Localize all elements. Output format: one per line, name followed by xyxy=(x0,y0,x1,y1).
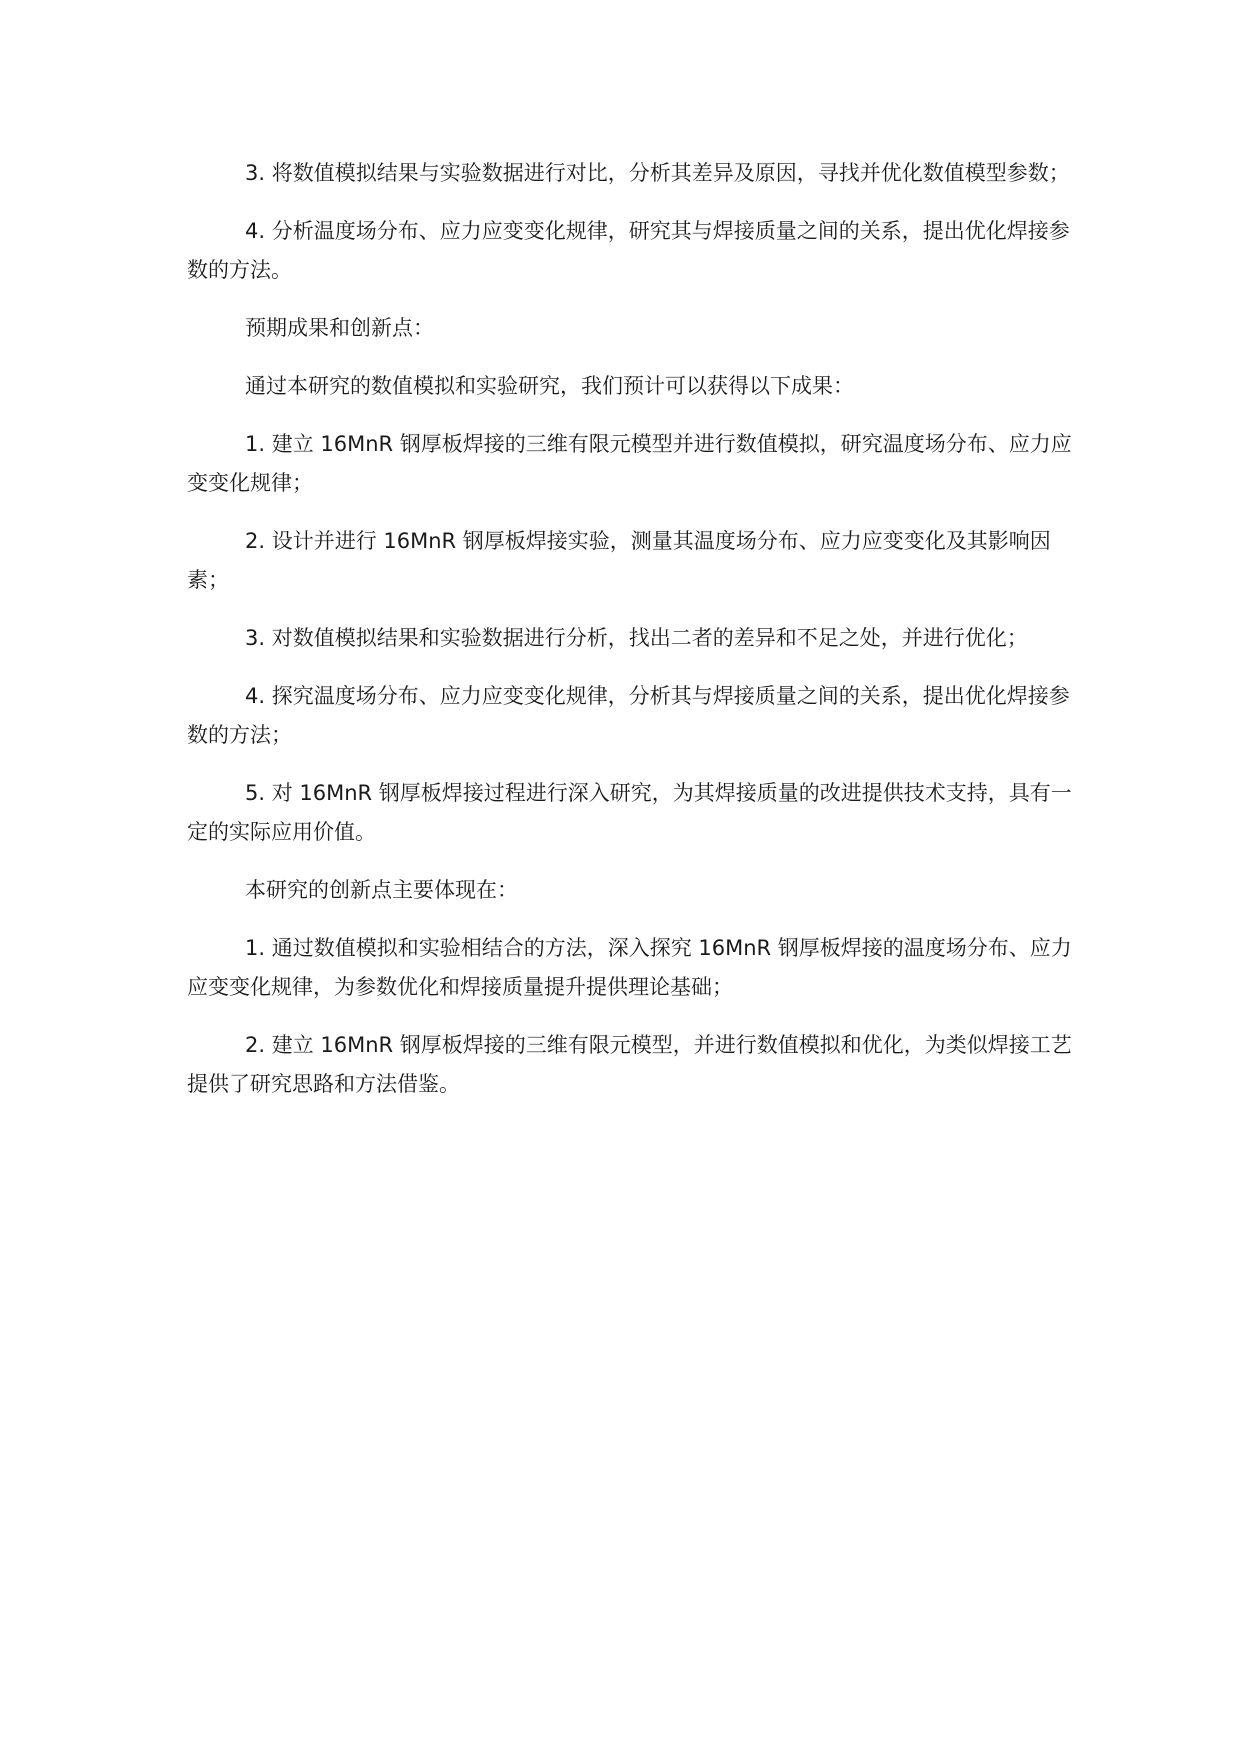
result-item-4: 4. 探究温度场分布、应力应变变化规律，分析其与焊接质量之间的关系，提出优化焊接参数的方法； xyxy=(187,684,1070,747)
paragraph-step3-compare: 3. 将数值模拟结果与实验数据进行对比，分析其差异及原因，寻找并优化数值模型参数； xyxy=(245,161,1070,185)
result-item-5: 5. 对 16MnR 钢厚板焊接过程进行深入研究，为其焊接质量的改进提供技术支持，具有一定的实际应用价值。 xyxy=(187,781,1072,844)
result-item-2: 2. 设计并进行 16MnR 钢厚板焊接实验，测量其温度场分布、应力应变变化及其影响因素； xyxy=(187,529,1051,592)
paragraph-innovation-intro: 本研究的创新点主要体现在： xyxy=(245,878,518,902)
innovation-item-1: 1. 通过数值模拟和实验相结合的方法，深入探究 16MnR 钢厚板焊接的温度场分布、应力应变变化规律，为参数优化和焊接质量提升提供理论基础； xyxy=(187,936,1072,999)
paragraph-step4-analyze: 4. 分析温度场分布、应力应变变化规律，研究其与焊接质量之间的关系，提出优化焊接参数的方法。 xyxy=(187,219,1070,282)
innovation-item-2: 2. 建立 16MnR 钢厚板焊接的三维有限元模型，并进行数值模拟和优化，为类似焊接工艺提供了研究思路和方法借鉴。 xyxy=(187,1033,1072,1096)
section-heading-expected-results: 预期成果和创新点： xyxy=(245,316,434,340)
paragraph-results-intro: 通过本研究的数值模拟和实验研究，我们预计可以获得以下成果： xyxy=(245,374,854,398)
document-body xyxy=(187,154,1077,1123)
result-item-1: 1. 建立 16MnR 钢厚板焊接的三维有限元模型并进行数值模拟，研究温度场分布、应力应变变化规律； xyxy=(187,432,1072,495)
result-item-3: 3. 对数值模拟结果和实验数据进行分析，找出二者的差异和不足之处，并进行优化； xyxy=(245,626,1028,650)
